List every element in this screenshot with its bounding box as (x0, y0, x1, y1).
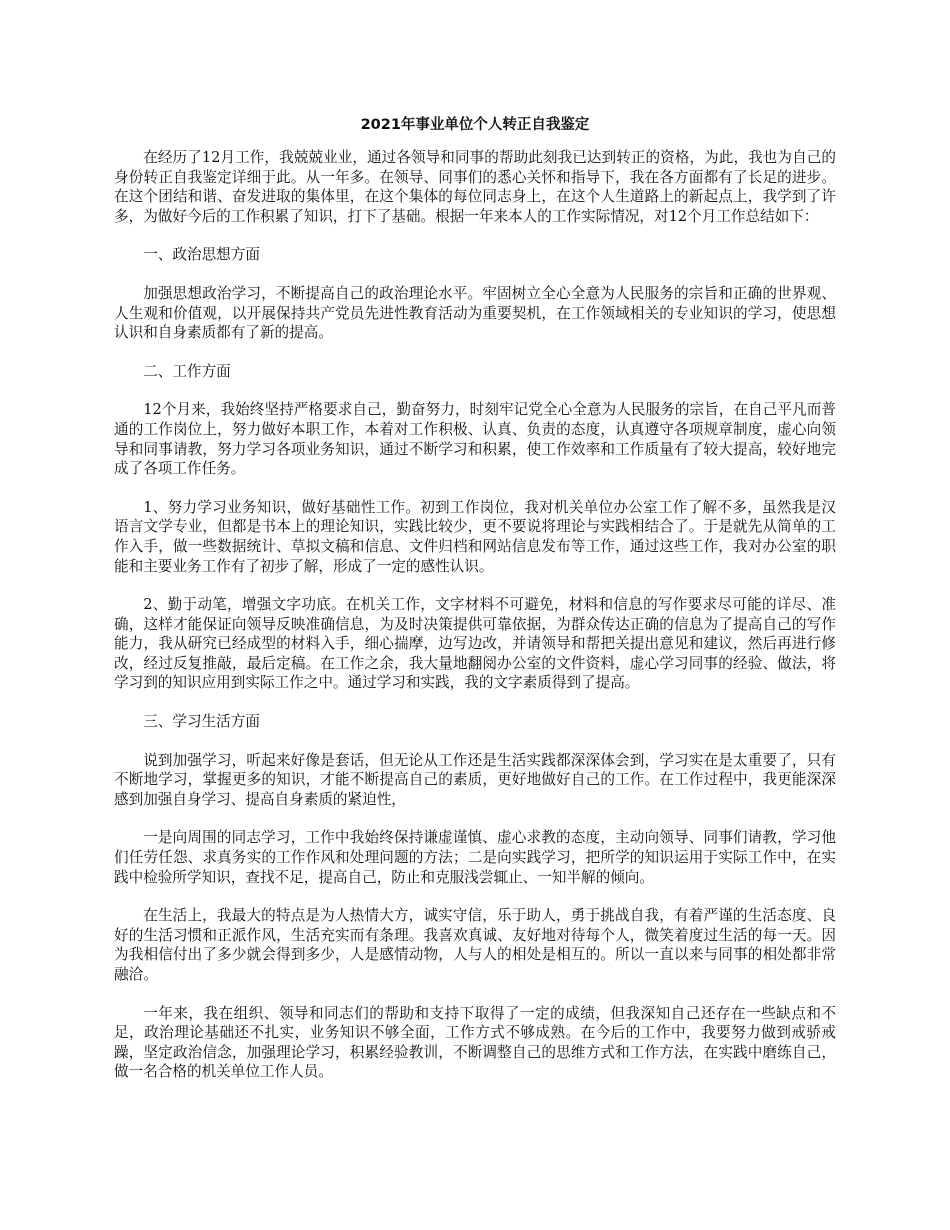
politics-paragraph: 加强思想政治学习，不断提高自己的政治理论水平。牢固树立全心全意为人民服务的宗旨和正确的世界观、人生观和价值观，以开展保持共产党员先进性教育活动为重要契机，在工作领域相关的专业知识的学习，使思想认识和自身素质都有了新的提高。 (114, 284, 836, 342)
work-paragraph: 12个月来，我始终坚持严格要求自己，勤奋努力，时刻牢记党全心全意为人民服务的宗旨，在自己平凡而普通的工作岗位上，努力做好本职工作，本着对工作积极、认真、负责的态度，认真遵守各项规章制度，虚心向领导和同事请教，努力学习各项业务知识，通过不断学习和积累，使工作效率和工作质量有了较大提高，较好地完成了各项工作任务。 (114, 401, 836, 478)
work-item-1: 1、努力学习业务知识，做好基础性工作。初到工作岗位，我对机关单位办公室工作了解不多，虽然我是汉语言文学专业，但都是书本上的理论知识，实践比较少，更不要说将理论与实践相结合了。于是就先从简单的工作入手，做一些数据统计、草拟文稿和信息、文件归档和网站信息发布等工作，通过这些工作，我对办公室的职能和主要业务工作有了初步了解，形成了一定的感性认识。 (114, 498, 836, 575)
work-item-2: 2、勤于动笔，增强文字功底。在机关工作，文字材料不可避免，材料和信息的写作要求尽可能的详尽、准确，这样才能保证向领导反映准确信息，为及时决策提供可靠依据，为群众传达正确的信息为了提高自己的写作能力，我从研究已经成型的材料入手，细心揣摩，边写边改，并请领导和帮把关提出意见和建议，然后再进行修改，经过反复推敲，最后定稿。在工作之余，我大量地翻阅办公室的文件资料，虚心学习同事的经验、做法，将学习到的知识应用到实际工作之中。通过学习和实践，我的文字素质得到了提高。 (114, 596, 836, 692)
study-paragraph-1: 说到加强学习，听起来好像是套话，但无论从工作还是生活实践都深深体会到，学习实在是太重要了，只有不断地学习，掌握更多的知识，才能不断提高自己的素质，更好地做好自己的工作。在工作过程中，我更能深深感到加强自身学习、提高自身素质的紧迫性， (114, 751, 836, 808)
life-paragraph: 在生活上，我最大的特点是为人热情大方，诚实守信，乐于助人，勇于挑战自我，有着严谨的生活态度、良好的生活习惯和正派作风，生活充实而有条理。我喜欢真诚、友好地对待每个人，微笑着度过生活的每一天。因为我相信付出了多少就会得到多少，人是感情动物，人与人的相处是相互的。所以一直以来与同事的相处都非常融洽。 (114, 907, 836, 983)
conclusion-paragraph: 一年来，我在组织、领导和同志们的帮助和支持下取得了一定的成绩，但我深知自己还存在一些缺点和不足，政治理论基础还不扎实，业务知识不够全面，工作方式不够成熟。在今后的工作中，我要努力做到戒骄戒躁，坚定政治信念，加强理论学习，积累经验教训，不断调整自己的思维方式和工作方法，在实践中磨练自己，做一名合格的机关单位工作人员。 (114, 1004, 836, 1081)
document-body (114, 148, 836, 1101)
study-paragraph-2: 一是向周围的同志学习，工作中我始终保持谦虚谨慎、虚心求教的态度，主动向领导、同事们请教，学习他们任劳任怨、求真务实的工作作风和处理问题的方法；二是向实践学习，把所学的知识运用于实际工作中，在实践中检验所学知识，查找不足，提高自己，防止和克服浅尝辄止、一知半解的倾向。 (114, 829, 836, 886)
section-heading-study-life: 三、学习生活方面 (143, 713, 260, 731)
section-heading-politics: 一、政治思想方面 (143, 246, 260, 264)
section-heading-work: 二、工作方面 (143, 362, 231, 380)
intro-paragraph: 在经历了12月工作，我兢兢业业，通过各领导和同事的帮助此刻我已达到转正的资格，为此，我也为自己的身份转正自我鉴定详细于此。从一年多。在领导、同事们的悉心关怀和指导下，我在各方面都有了长足的进步。在这个团结和谐、奋发进取的集体里，在这个集体的每位同志身上，在这个人生道路上的新起点上，我学到了许多，为做好今后的工作积累了知识，打下了基础。根据一年来本人的工作实际情况，对12个月工作总结如下： (114, 149, 836, 225)
document-title: 2021年事业单位个人转正自我鉴定 (360, 117, 590, 133)
